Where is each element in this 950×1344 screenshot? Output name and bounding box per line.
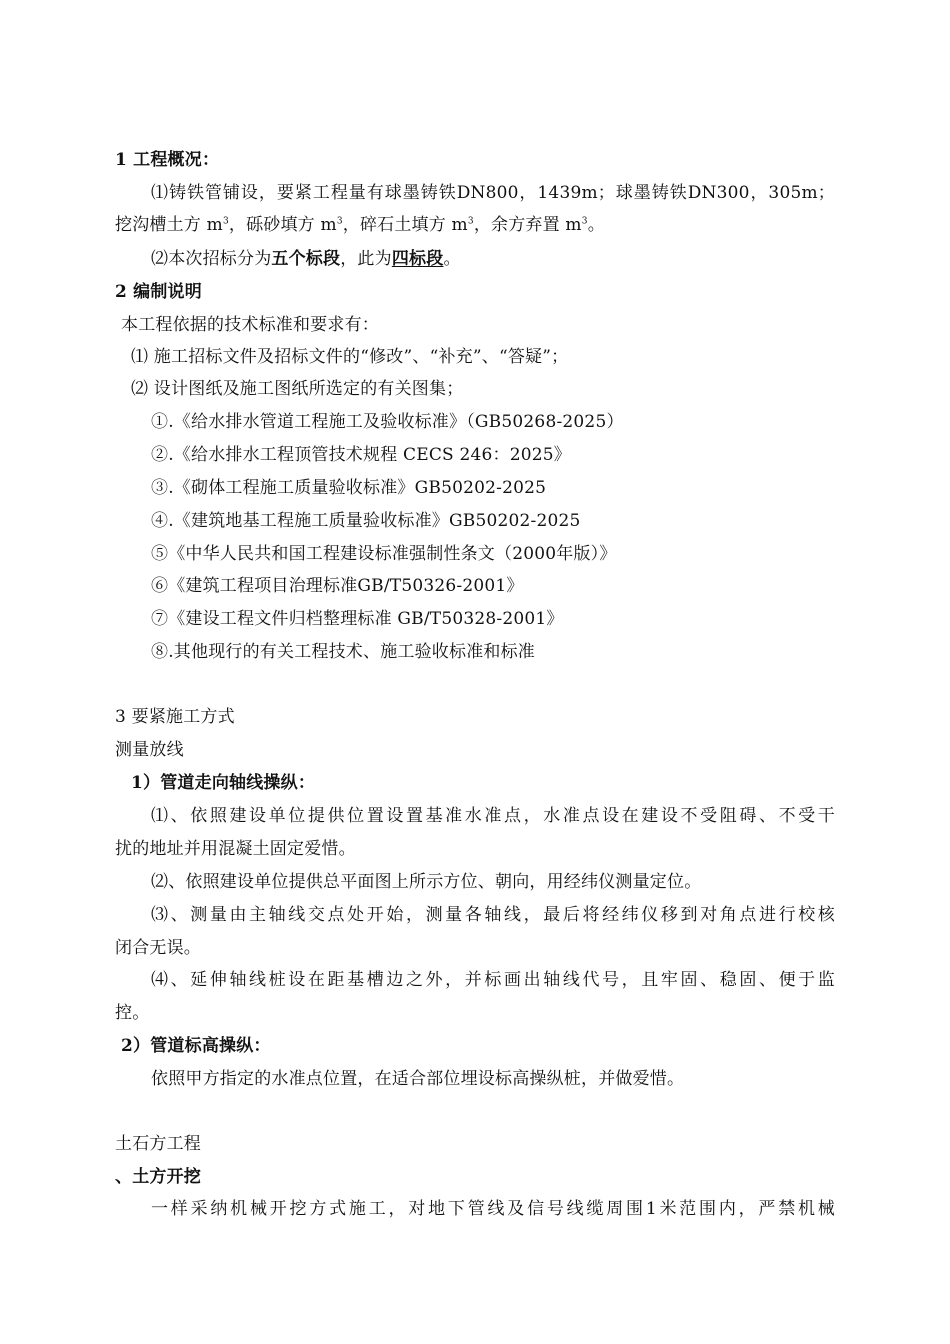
standard-item: ⑦《建设工程文件归档整理标准 GB/T50328-2001》 [151,609,564,629]
section-3-para-1-line-2: 扰的地址并用混凝土固定爱惜。 [115,839,356,859]
standard-item: ⑧.其他现行的有关工程技术、施工验收标准和标准 [151,642,536,662]
section-3-para-6: 一样采纳机械开挖方式施工，对地下管线及信号线缆周围1米范围内，严禁机械 [151,1199,835,1219]
standard-item: ①.《给水排水管道工程施工及验收标准》（GB50268-2025） [151,412,624,432]
section-1-para-2: ⑵本次招标分为五个标段，此为四标段。 [151,249,461,269]
standard-item: ③.《砌体工程施工质量验收标准》GB50202-2025 [151,478,547,498]
standard-item: ②.《给水排水工程顶管技术规程 CECS 246：2025》 [151,445,571,465]
subsection-axis-control: 1）管道走向轴线操纵： [131,773,316,793]
section-3-para-1-line-1: ⑴、依照建设单位提供位置设置基准水准点，水准点设在建设不受阻碍、不受干 [151,806,835,826]
section-2-heading: 2 编制说明 [115,282,202,302]
section-3-para-3-line-2: 闭合无误。 [115,938,201,958]
section-3-para-4-line-1: ⑷、延伸轴线桩设在距基槽边之外，并标画出轴线代号，且牢固、稳固、便于监 [151,970,835,990]
section-3-para-2: ⑵、依照建设单位提供总平面图上所示方位、朝向，用经纬仪测量定位。 [151,872,702,892]
section-2-item-2: ⑵ 设计图纸及施工图纸所选定的有关图集； [131,379,464,399]
subsection-earthwork: 土石方工程 [115,1134,201,1154]
subsection-elevation-control: 2）管道标高操纵： [121,1036,271,1056]
section-3-para-4-line-2: 控。 [115,1003,150,1023]
standard-item: ④.《建筑地基工程施工质量验收标准》GB50202-2025 [151,511,581,531]
section-1-para-1-line-2: 挖沟槽土方 $m^3$，砾砂填方 $m^3$，碎石土填方 $m^3$，余方弃置 $m^3$。 [115,215,605,235]
section-1-para-1-line-1: ⑴铸铁管铺设，要紧工程量有球墨铸铁DN800，1439m；球墨铸铁DN300，305m； [151,183,835,203]
standard-item: ⑤《中华人民共和国工程建设标准强制性条文（2000年版）》 [151,544,617,564]
subsection-survey: 测量放线 [115,740,184,760]
bid-section: 四标段 [391,249,444,269]
section-3-heading: 3 要紧施工方式 [115,707,235,727]
section-3-para-3-line-1: ⑶、测量由主轴线交点处开始，测量各轴线，最后将经纬仪移到对角点进行校核 [151,905,835,925]
section-3-para-5: 依照甲方指定的水准点位置，在适合部位埋设标高操纵桩，并做爱惜。 [151,1069,685,1089]
section-2-item-1: ⑴ 施工招标文件及招标文件的“修改”、“补充”、“答疑”； [131,347,569,367]
bid-count: 五个标段 [271,249,341,269]
standard-item: ⑥《建筑工程项目治理标准GB/T50326-2001》 [151,576,524,596]
section-2-intro: 本工程依据的技术标准和要求有： [121,315,379,335]
subsection-excavation: 、土方开挖 [115,1167,201,1187]
section-1-heading: 1 工程概况： [115,150,220,170]
